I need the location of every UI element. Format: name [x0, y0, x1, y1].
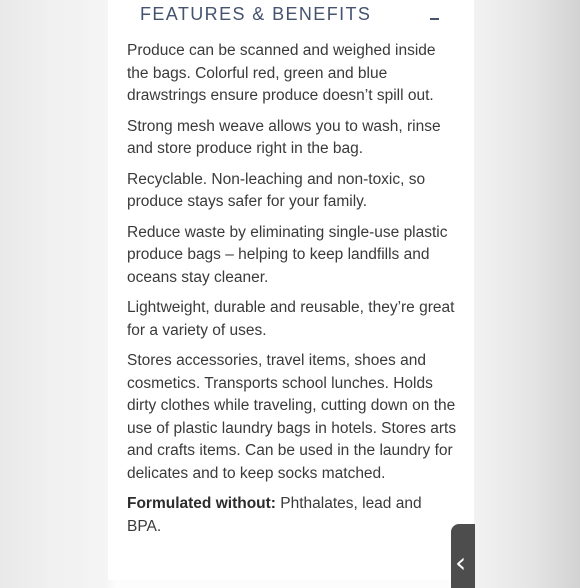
side-scroll-tab[interactable]	[451, 524, 475, 588]
formulated-without-label: Formulated without:	[127, 495, 276, 512]
feature-paragraph: Stores accessories, travel items, shoes and cosmetics. Transports school lunches. Holds dirty clothes while traveling, cutting down on the use of plastic laundry bags in hotels. Stores arts and crafts items. Can be used in the laundry for delicates and to keep socks matched.	[127, 352, 457, 482]
minus-icon	[430, 18, 439, 20]
feature-paragraph: Strong mesh weave allows you to wash, rinse and store produce right in the bag.	[127, 117, 441, 157]
collapse-toggle-button[interactable]	[424, 8, 444, 28]
feature-paragraph: Reduce waste by eliminating single-use plastic produce bags – helping to keep landfills and oceans stay cleaner.	[127, 223, 448, 286]
features-content	[127, 40, 459, 546]
chevron-left-icon: ‹	[455, 546, 467, 579]
feature-paragraph: Lightweight, durable and reusable, they’re great for a variety of uses.	[127, 299, 455, 339]
feature-paragraph: Recyclable. Non-leaching and non-toxic, so produce stays safer for your family.	[127, 170, 426, 210]
formulated-without-paragraph	[127, 493, 459, 538]
formulated-without-value: Phthalates, lead and BPA.	[127, 495, 422, 535]
features-panel	[108, 0, 474, 580]
features-section-header[interactable]	[108, 0, 474, 36]
section-title: FEATURES & BENEFITS	[140, 4, 372, 24]
feature-paragraph: Produce can be scanned and weighed inside the bags. Colorful red, green and blue drawstrings ensure produce doesn’t spill out.	[127, 42, 436, 104]
